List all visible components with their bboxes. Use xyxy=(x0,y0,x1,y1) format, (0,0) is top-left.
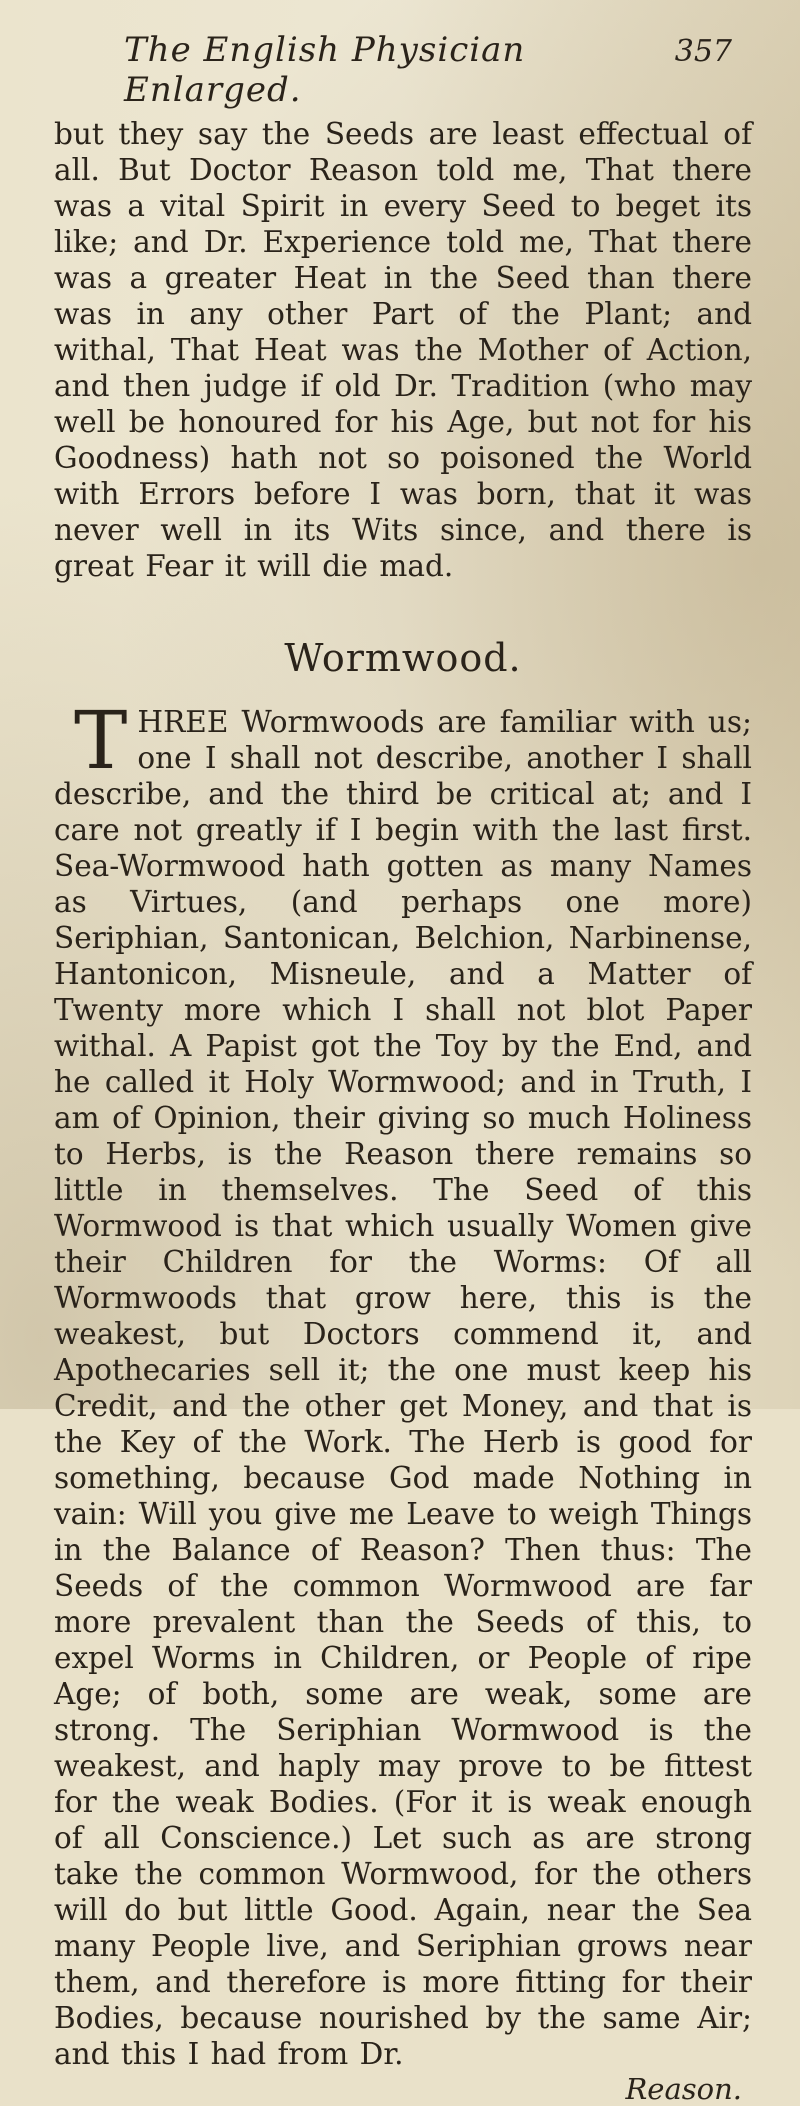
section-heading: Wormwood. xyxy=(284,636,522,680)
section-body xyxy=(54,694,752,2072)
running-title: The English Physician Enlarged. xyxy=(124,30,526,110)
page-header xyxy=(54,30,752,110)
intro-paragraph: but they say the Seeds are least effectual of all. But Doctor Reason told me, That there was a vital Spirit in every Seed to beget its like; and Dr. Experience told me, That there was a greater Heat in the Seed than there was in any other Part of the Plant; and withal, That Heat was the Mother of Action, and then judge if old Dr. Tradition (who may well be honoured for his Age, but not for his Goodness) hath not so poisoned the World with Errors before I was born, that it was never well in its Wits since, and there is great Fear it will die mad. xyxy=(54,117,752,583)
catchword: Reason. xyxy=(625,2072,742,2106)
drop-cap: T xyxy=(74,694,128,787)
section-paragraph: HREE Wormwoods are familiar with us; one I shall not describe, another I shall describe, and the third be critical at; and I care not greatly if I begin with the last first. Sea-Wormwood hath gotten as many Names as Virtues, (and perhaps one more) Seriphian, Santonican, Belchion, Narbinense, Hantonicon, Misneule, and a Matter of Twenty more which I shall not blot Paper withal. A Papist got the Toy by the End, and he called it Holy Wormwood; and in Truth, I am of Opinion, their giving so much Holiness to Herbs, is the Reason there remains so little in themselves. The Seed of this Wormwood is that which usually Women give their Children for the Worms: Of all Wormwoods that grow here, this is the weakest, but Doctors commend it, and Apothecaries sell it; the one must keep his Credit, and the other get Money, and that is the Key of the Work. The Herb is good for something, because God made Nothing in vain: Will you give me Leave to weigh Things in the Balance of Reason? Then thus: The Seeds of the common Wormwood are far more prevalent than the Seeds of this, to expel Worms in Children, or People of ripe Age; of both, some are weak, some are strong. The Seriphian Wormwood is the weakest, and haply may prove to be fittest for the weak Bodies. (For it is weak enough of all Conscience.) Let such as are strong take the common Wormwood, for the others will do but little Good. Again, near the Sea many People live, and Seriphian grows near them, and therefore is more fitting for their Bodies, because nourished by the same Air; and this I had from Dr. xyxy=(54,705,752,2071)
page-number: 357 xyxy=(674,34,732,69)
